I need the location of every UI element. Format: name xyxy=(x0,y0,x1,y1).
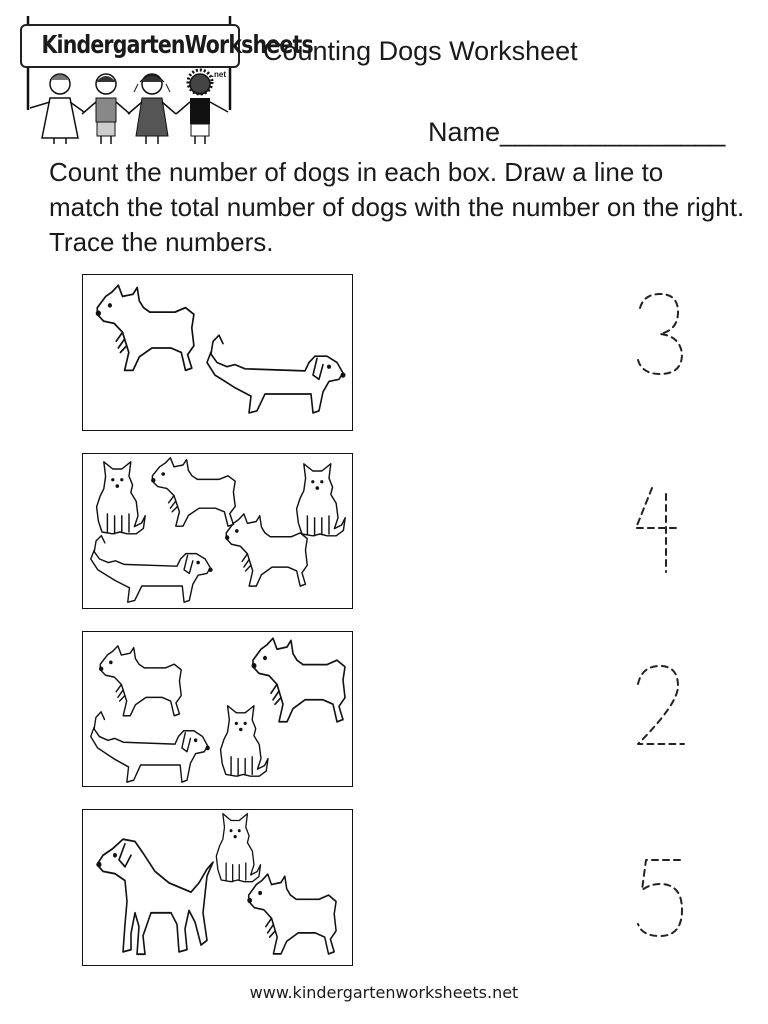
dog-icon xyxy=(91,536,213,603)
dog-box-2 xyxy=(82,453,353,609)
dog-icon xyxy=(97,839,214,954)
dog-icon xyxy=(221,706,269,776)
dog-icon xyxy=(252,638,346,722)
dog-icon xyxy=(96,285,194,370)
dog-icon xyxy=(247,874,336,954)
trace-number-3 xyxy=(618,290,698,390)
dog-icon xyxy=(151,458,235,526)
dog-icon xyxy=(225,514,307,586)
dog-box-4 xyxy=(82,809,353,966)
instructions xyxy=(49,155,749,260)
logo-text: KindergartenWorksheets xyxy=(41,30,313,59)
worksheet-title: Counting Dogs Worksheet xyxy=(263,36,578,66)
dog-box-1 xyxy=(82,274,353,431)
instruction-line: Count the number of dogs in each box. Draw a line to xyxy=(49,157,664,187)
logo-sub: .net xyxy=(211,70,226,79)
dog-icon xyxy=(216,814,260,882)
logo-sign xyxy=(20,24,313,79)
instruction-line: match the total number of dogs with the number on the right. xyxy=(49,192,745,222)
dog-icon xyxy=(99,646,181,716)
trace-number-2 xyxy=(618,660,698,760)
trace-number-5 xyxy=(618,850,698,950)
dog-icon xyxy=(297,464,346,536)
footer-url: www.kindergartenworksheets.net xyxy=(249,983,519,1002)
dog-icon xyxy=(97,462,146,534)
dog-icon xyxy=(207,335,346,413)
dog-icon xyxy=(91,712,210,782)
site-logo xyxy=(14,10,313,144)
instruction-line: Trace the numbers. xyxy=(49,227,274,257)
trace-number-4 xyxy=(618,480,698,580)
dog-box-3 xyxy=(82,631,353,787)
name-field: Name_______________ xyxy=(428,117,726,147)
